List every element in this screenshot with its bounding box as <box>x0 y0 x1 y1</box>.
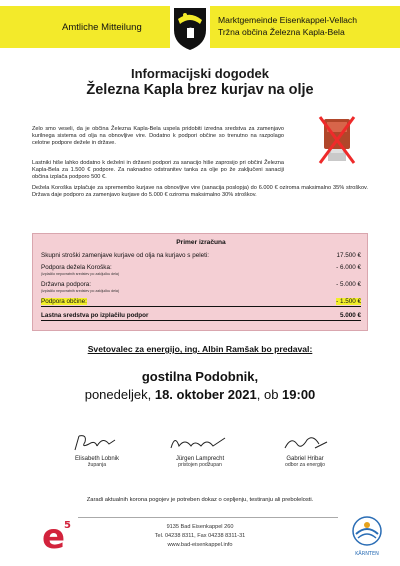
calc-row-label: Lastna sredstva po izplačilu podpor <box>41 312 149 319</box>
intro-paragraph-1 <box>32 126 284 148</box>
signature-icon <box>67 432 127 454</box>
crossed-oil-tank-icon <box>318 115 356 165</box>
page-title-line2: Železna Kapla brez kurjav na olje <box>86 82 314 98</box>
date-prefix: ponedeljek, <box>84 387 155 402</box>
intro-paragraph-2 <box>32 160 284 182</box>
signatory-name: Elisabeth Lobnik <box>74 456 120 462</box>
signatory-role: pristojen podžupan <box>178 462 222 468</box>
footer-phone: Tel. 04238 8311, Fax 04238 8311-31 <box>154 533 246 539</box>
lecture-announcement: Svetovalec za energijo, ing. Albin Ramšak bo predaval: <box>87 344 313 354</box>
signature-block-1 <box>42 432 152 468</box>
signature-icon <box>165 432 235 454</box>
signatory-name: Gabriel Hribar <box>286 456 324 462</box>
header <box>0 0 400 56</box>
municipality-name-de: Marktgemeinde Eisenkappel-Vellach <box>218 15 358 25</box>
svg-text:e: e <box>42 517 66 554</box>
date-suffix: , ob <box>256 387 283 402</box>
calc-row-note: (izplačilo nepovratnih sredstev po zaključku dela) <box>41 289 120 293</box>
header-municipality <box>218 14 357 38</box>
intro-paragraph-3 <box>32 185 368 199</box>
signatory-role: županja <box>87 462 107 468</box>
date-day: 18. oktober 2021 <box>154 387 257 402</box>
svg-text:KÄRNTEN: KÄRNTEN <box>355 551 379 557</box>
footer-address: 9135 Bad Eisenkappel 260 <box>166 524 234 530</box>
footer-website-link[interactable]: www.bad-eisenkappel.info <box>167 542 233 548</box>
calc-row-label: Podpora občine: <box>41 298 87 305</box>
event-venue: gostilna Podobnik, <box>141 369 259 384</box>
svg-text:5: 5 <box>64 520 71 531</box>
calc-row-value: 17.500 € <box>336 252 361 259</box>
footer-divider <box>78 517 338 518</box>
covid-notice: Zaradi aktualnih korona pogojev je potreben dokaz o cepljenju, testiranju ali prebolelosti. <box>86 497 314 503</box>
calculation-example-box <box>32 233 368 331</box>
signature-block-3 <box>250 432 360 468</box>
para3-text: Dežela Koroška izplačuje za spremembo kurjave na obnovljive vire (sanacija poslopja) do 6.000 € oziroma maksimalno 35% stroškov. Država daje podporo za zamenjavo kurjave do 5.000 € oziroma maksimalno 30% stroškov. <box>32 185 368 199</box>
event-date <box>0 387 400 402</box>
calc-row-label: Državna podpora: <box>41 281 92 288</box>
calc-row-value: - 1.500 € <box>336 298 361 305</box>
karnten-logo-icon <box>350 514 384 558</box>
page-title-line1: Informacijski dogodek <box>131 66 269 81</box>
signature-icon <box>275 432 335 454</box>
calc-row-value: - 5.000 € <box>336 281 361 288</box>
signatory-name: Jürgen Lamprecht <box>175 456 225 462</box>
calc-divider <box>41 320 361 321</box>
coat-of-arms-icon <box>170 4 210 52</box>
calc-row-value: - 6.000 € <box>336 264 361 271</box>
signature-block-2 <box>145 432 255 468</box>
header-left-label: Amtliche Mitteilung <box>62 22 142 33</box>
date-time: 19:00 <box>282 387 316 402</box>
calc-row-note: (izplačilo nepovratnih sredstev po zaključku dela) <box>41 272 120 276</box>
calc-row-value: 5.000 € <box>339 312 361 319</box>
calc-divider <box>41 306 361 307</box>
calc-title: Primer izračuna <box>176 239 226 246</box>
para2-text: Lastniki hiše lahko dodatno k deželni in državni podpori za sanacijo hiše zaprosijo pri občini Železna Kapla-Bela za 1.500 € podpore. Za naknadno odstranitev tanka za olje po že zaključeni sanaciji občina izplača podporo 500 €. <box>32 160 284 181</box>
e5-logo-icon <box>40 514 78 554</box>
signatory-role: odbor za energijo <box>284 462 326 468</box>
municipality-name-sl: Tržna občina Železna Kapla-Bela <box>218 27 345 37</box>
calc-row-label: Podpora dežela Koroška: <box>41 264 112 271</box>
para1-text: Zelo smo veseli, da je občina Železna Kapla-Bela uspela pridobiti izredna sredstva za zamenjavo kurilnega sistema od olja na obnovljive vire. Dodatno k podpori občine so trenutno na razpolago celotne podpore dežele in države. <box>32 126 284 147</box>
calc-row-label: Skupni stroški zamenjave kurjave od olja na kurjavo s peleti: <box>41 252 210 259</box>
